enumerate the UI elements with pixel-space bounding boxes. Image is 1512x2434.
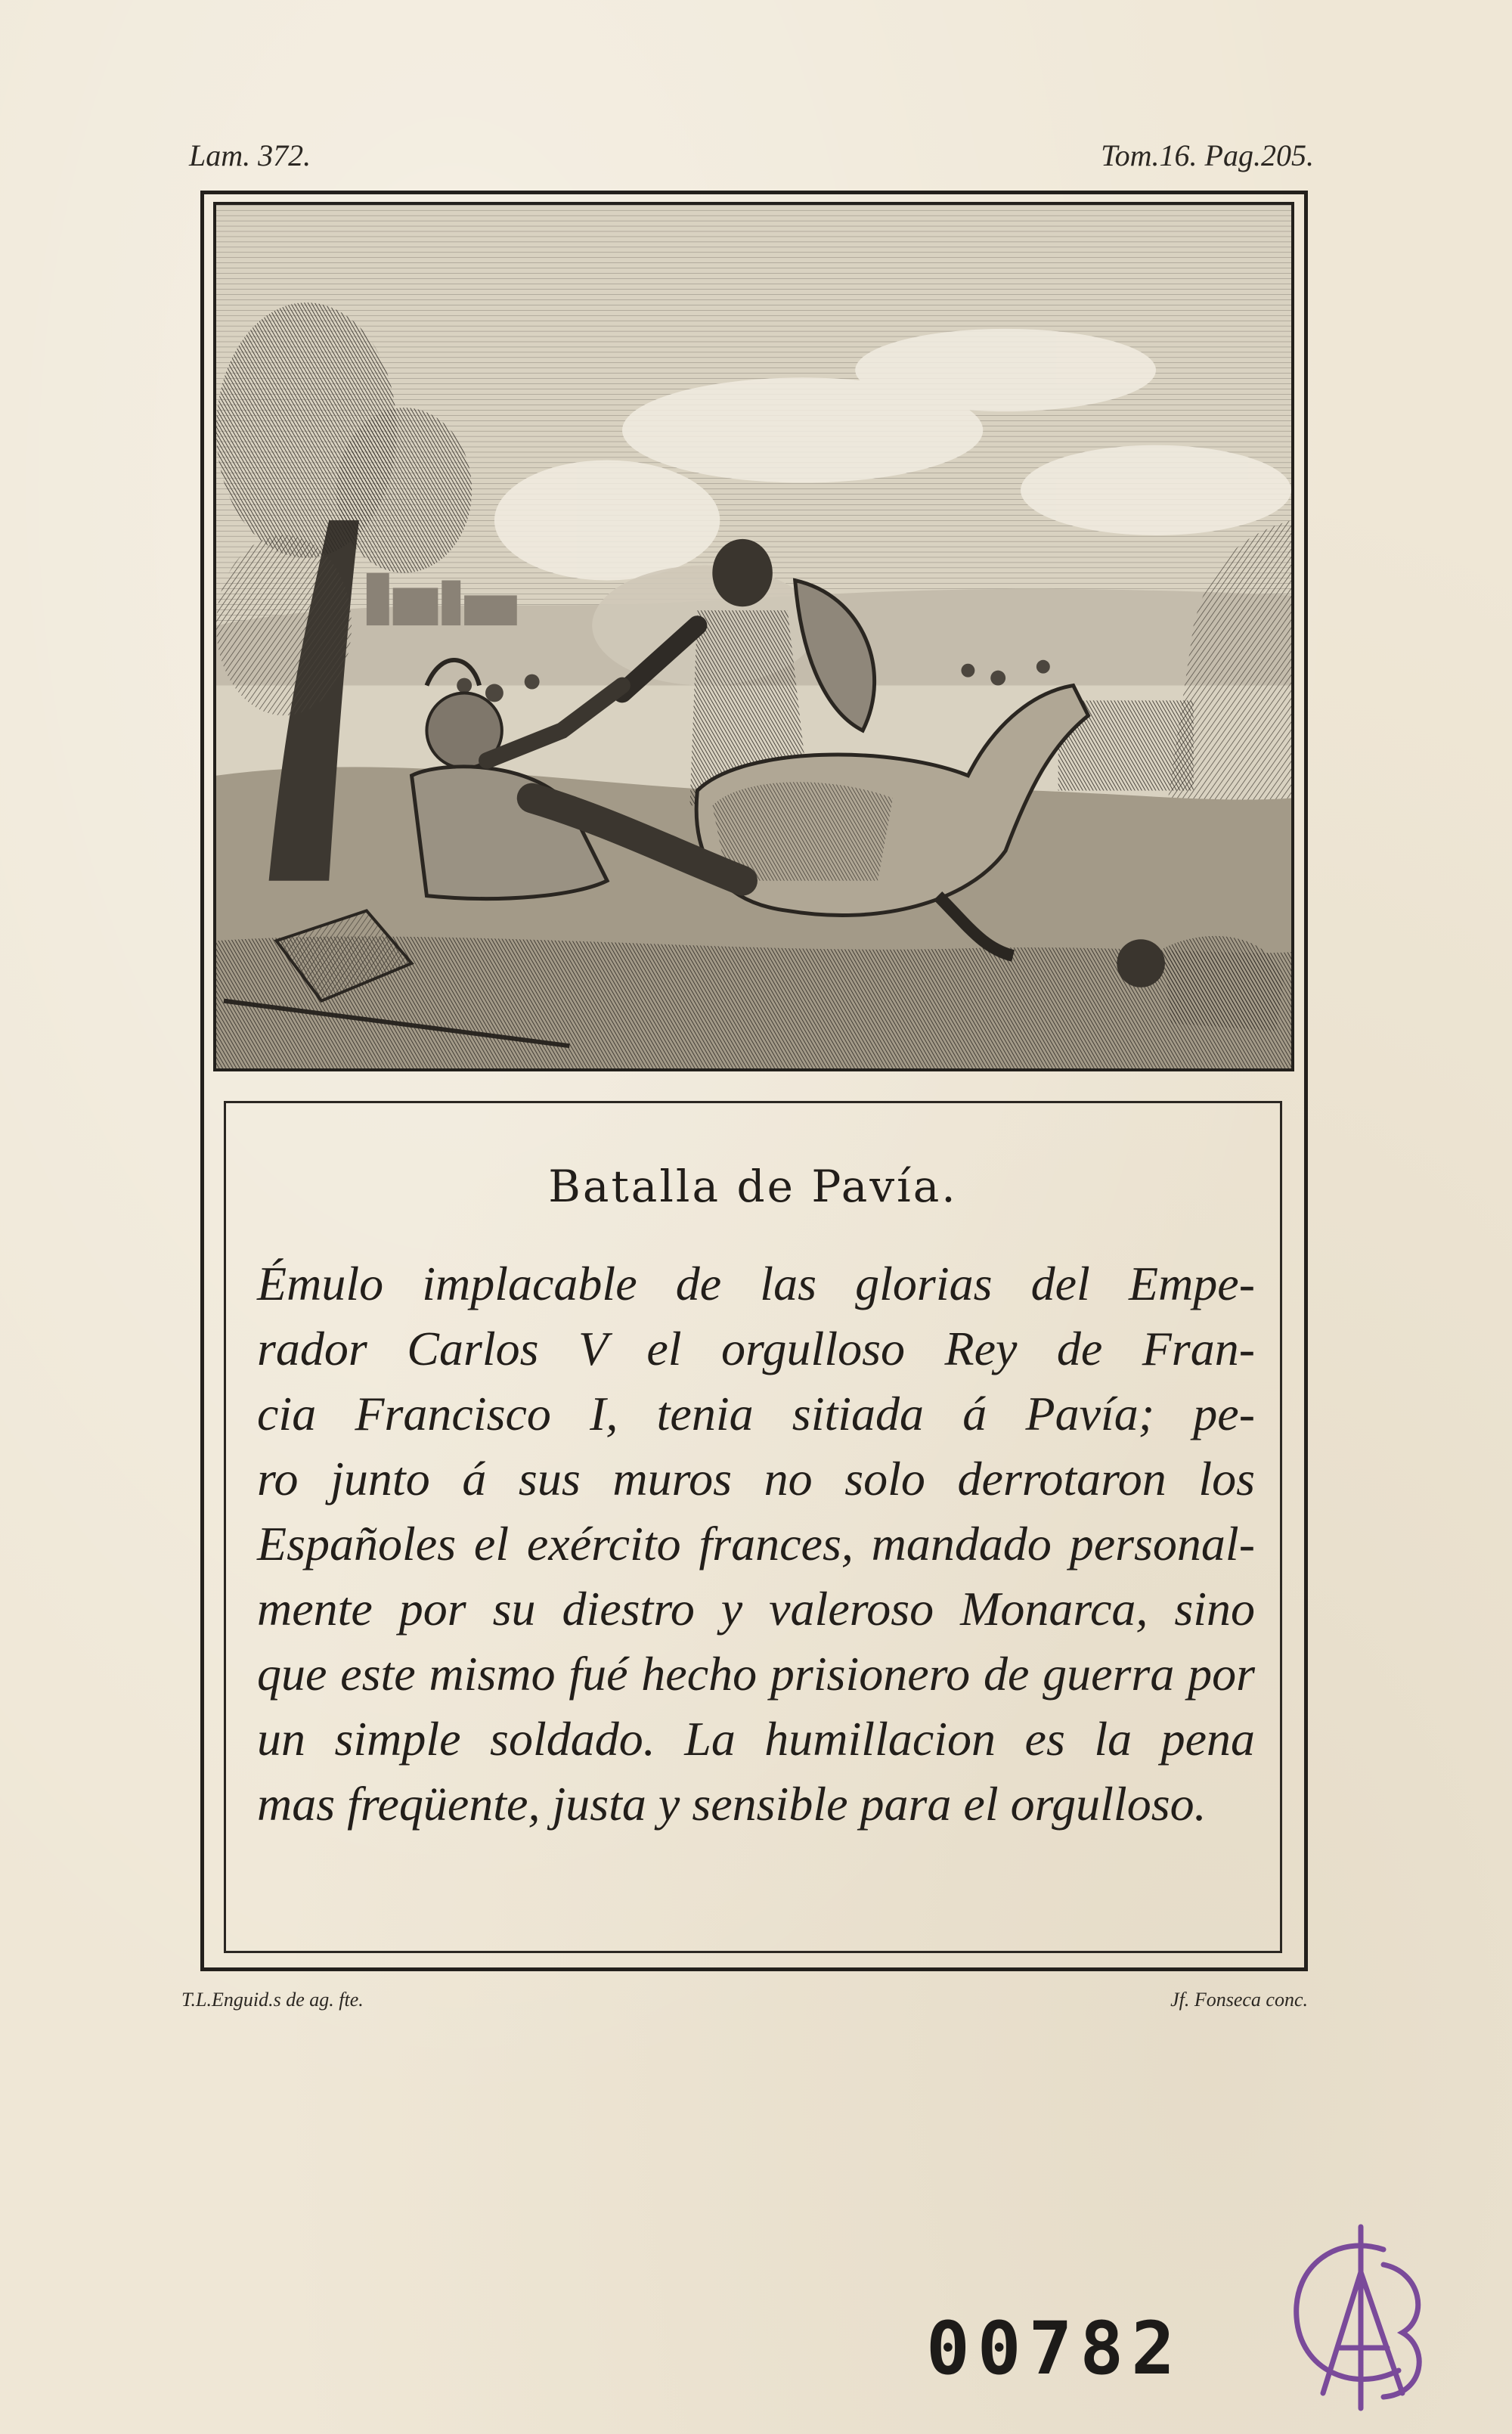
caption-line: mas freqüente, justa y sensible para el orgulloso. <box>257 1777 1207 1831</box>
caption-line: mente por su diestro y valeroso Monarca, sino <box>257 1582 1255 1636</box>
engraver-credit: T.L.Enguid.s de ag. fte. <box>181 1989 364 2011</box>
caption-line: un simple soldado. La humillacion es la pena <box>257 1712 1255 1766</box>
caption-line: Émulo implacable de las glorias del Empe- <box>257 1257 1255 1310</box>
plate-title: Batalla de Pavía. <box>548 1161 958 1212</box>
caption-line: que este mismo fué hecho prisionero de guerra por <box>257 1647 1255 1701</box>
collection-stamp-monogram <box>1270 2219 1444 2416</box>
finisher-credit: Jf. Fonseca conc. <box>1170 1989 1308 2011</box>
plate-number: Lam. 372. <box>189 138 311 172</box>
caption-text <box>257 1251 1255 1837</box>
caption-line: cia Francisco I, tenia sitiada á Pavía; pe- <box>257 1387 1255 1440</box>
caption-line: ro junto á sus muros no solo derrotaron los <box>257 1452 1255 1505</box>
engraving-illustration <box>216 205 1291 1068</box>
battle-engraving <box>213 202 1294 1071</box>
inventory-number: 00782 <box>926 2306 1182 2391</box>
caption-line: Españoles el exército frances, mandado personal- <box>257 1517 1255 1570</box>
caption-line: rador Carlos V el orgulloso Rey de Fran- <box>257 1322 1255 1375</box>
volume-page-reference: Tom.16. Pag.205. <box>1101 138 1314 172</box>
